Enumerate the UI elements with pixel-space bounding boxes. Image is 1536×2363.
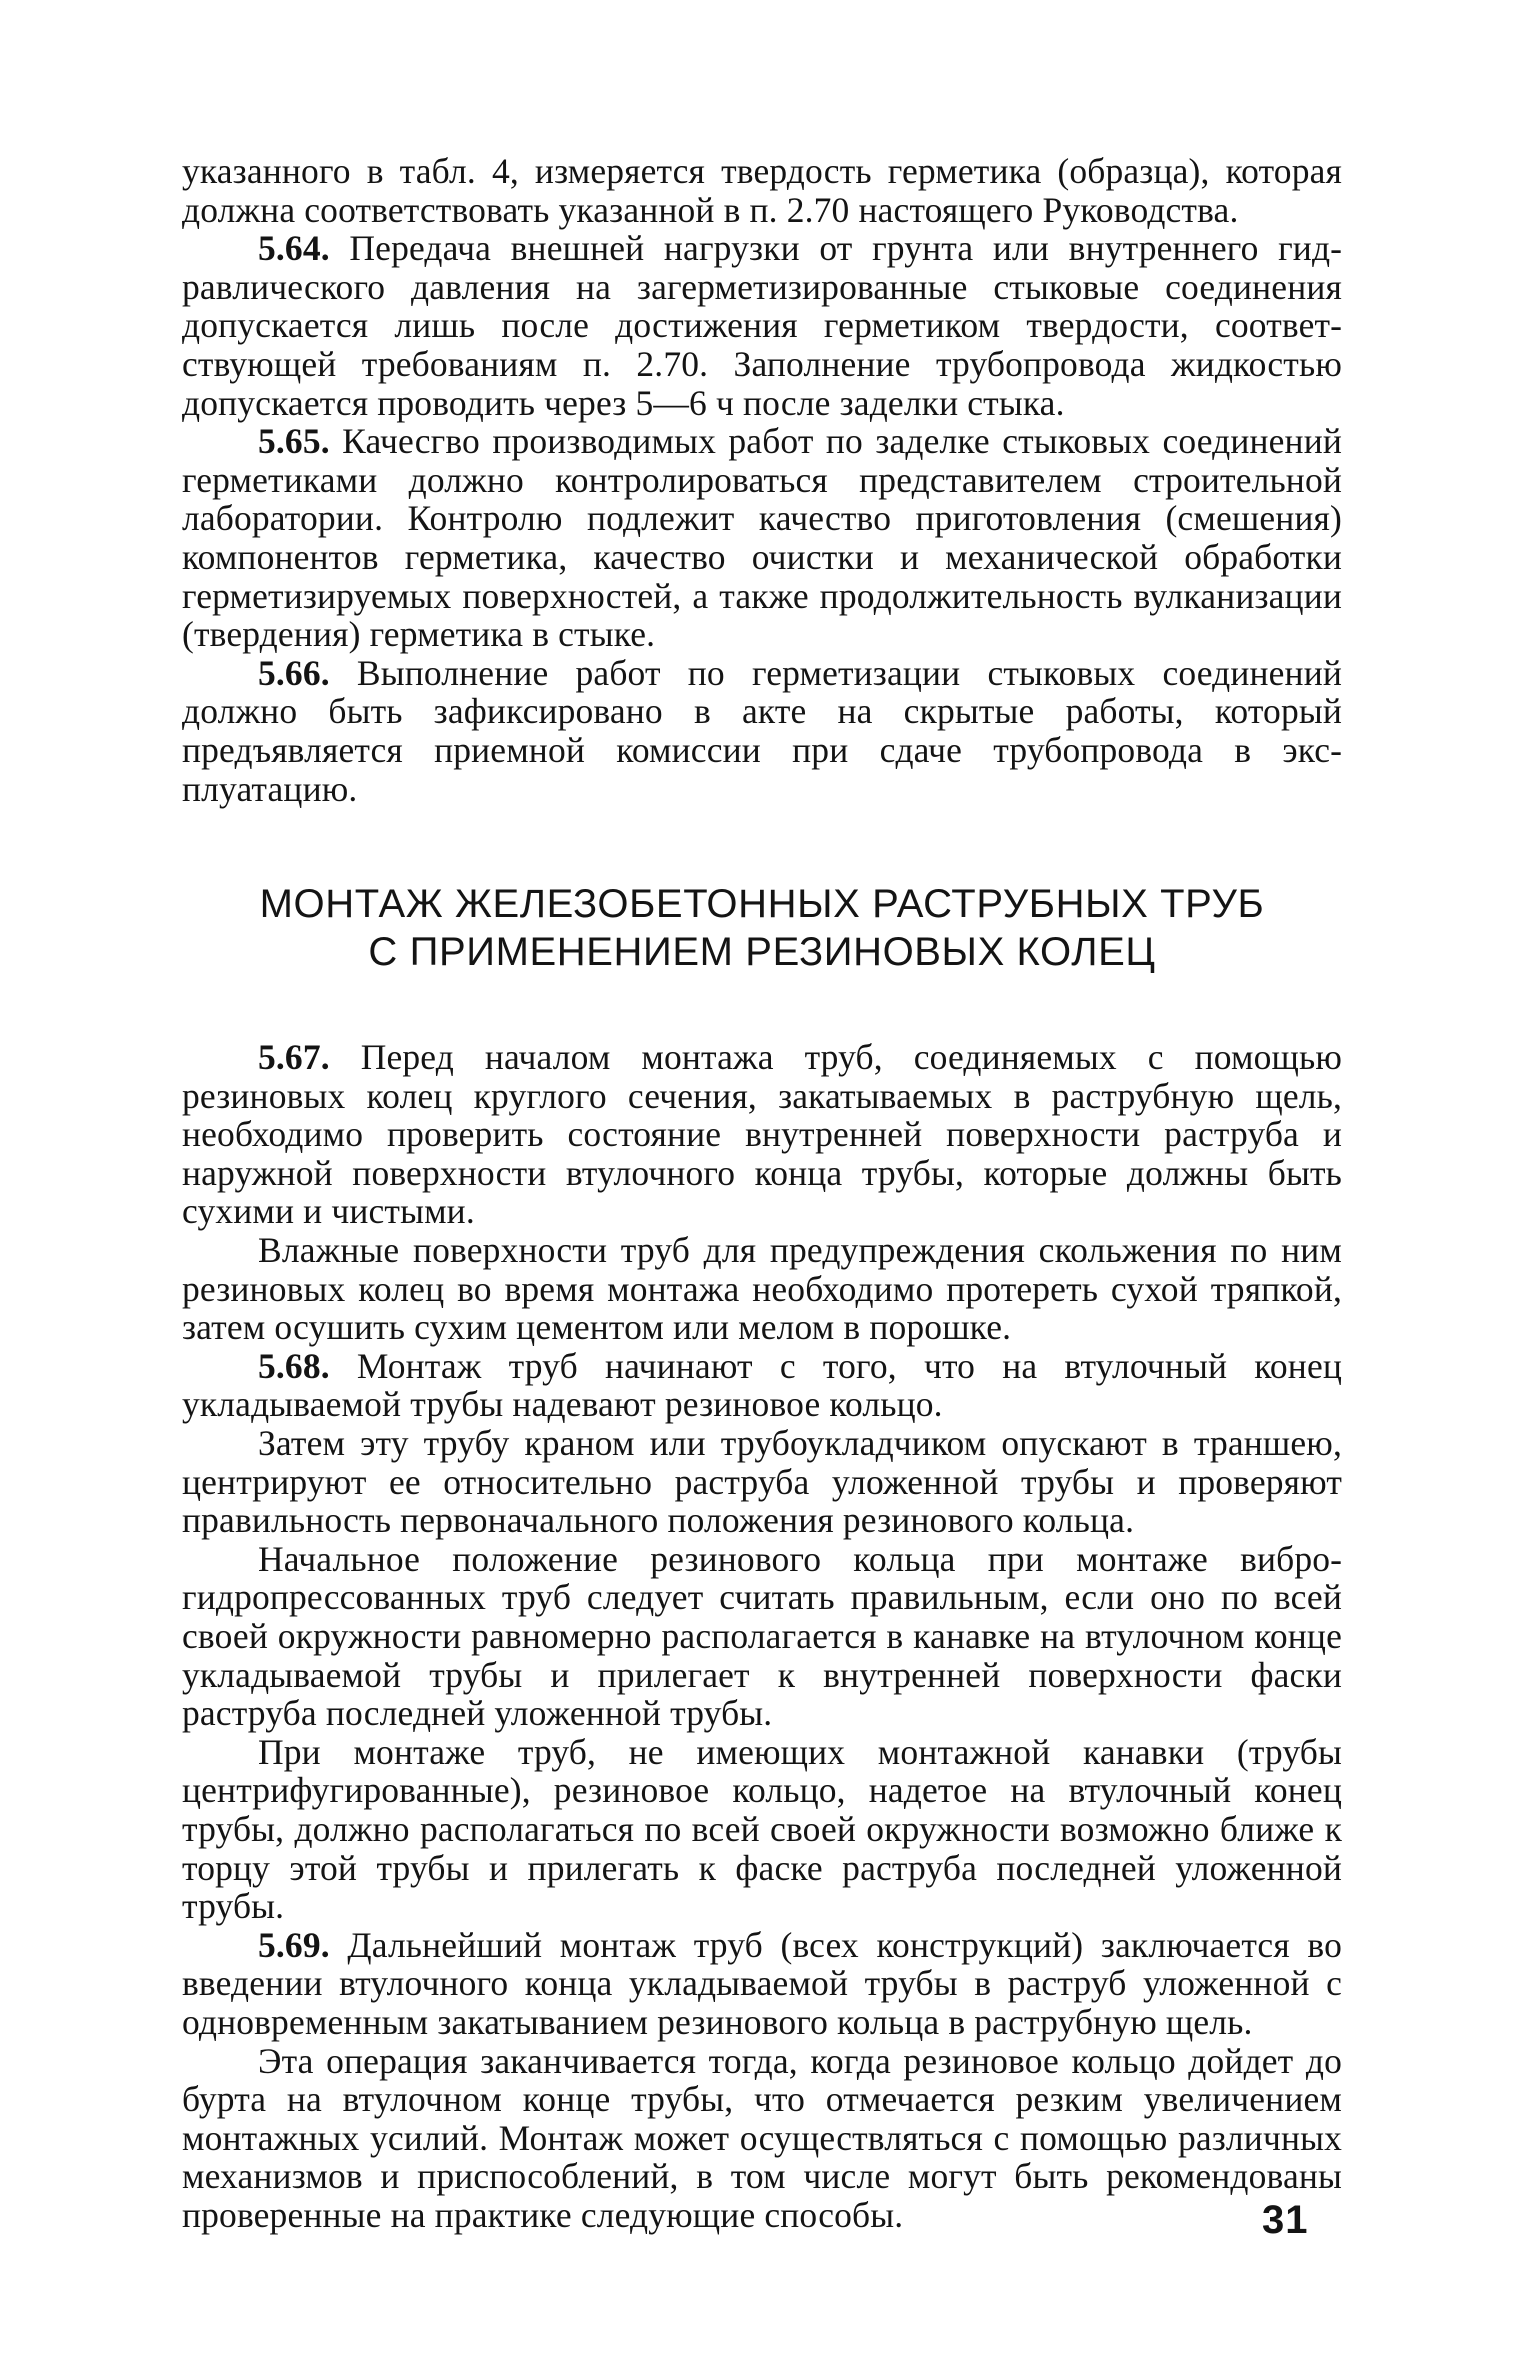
paragraph-5-65 bbox=[182, 422, 1342, 654]
paragraph-lowering bbox=[182, 1424, 1342, 1540]
paragraph-text: Затем эту трубу краном или трубоукладчиком опускают в траншею, центрируют ее относительно раструба уложенной трубы и проверяют правильность первоначального положения резинового кольца. bbox=[182, 1423, 1342, 1541]
paragraph-5-69 bbox=[182, 1926, 1342, 2042]
paragraph-text: Выполнение работ по герметизации стыковых соединений должно быть зафиксировано в акте на скрытые работы, который предъявляется приемной комиссии при сдаче трубопровода в эксплуатацию. bbox=[182, 652, 1342, 809]
clause-number: 5.67. bbox=[258, 1037, 330, 1078]
paragraph-5-64 bbox=[182, 229, 1342, 422]
section-heading-line-2: С ПРИМЕНЕНИЕМ РЕЗИНОВЫХ КОЛЕЦ bbox=[368, 930, 1156, 975]
section-heading-line-1: МОНТАЖ ЖЕЛЕЗОБЕТОННЫХ РАСТРУБНЫХ ТРУБ bbox=[259, 882, 1265, 927]
paragraph-text: Качесгво производимых работ по заделке стыковых соединений герметиками должно контролироваться представителем строительной лаборатории. Контролю подлежит качество приготовления (смешения) компонентов герметика, качество очистки и механической обработки герметизируемых поверхностей, а также продолжительность вулканизации (твердения) герметика в стыке. bbox=[182, 421, 1342, 655]
clause-number: 5.66. bbox=[258, 652, 330, 693]
paragraph-5-68 bbox=[182, 1347, 1342, 1424]
paragraph-text: Эта операция заканчивается тогда, когда резиновое кольцо дойдет до бурта на втулочном конце трубы, что отмечается резким увеличением монтажных усилий. Монтаж может осуществляться с помощью различных механизмов и приспособлений, в том числе могут быть рекомендованы проверенные на практике следующие способы. bbox=[182, 2040, 1342, 2235]
paragraph-text: Влажные поверхности труб для предупреждения скольжения по ним резиновых колец во время монтажа необходимо протереть сухой тряпкой, затем осушить сухим цементом или мелом в порошке. bbox=[182, 1230, 1342, 1348]
page-body bbox=[182, 152, 1342, 2235]
clause-number: 5.64. bbox=[258, 228, 330, 269]
paragraph-text: При монтаже труб, не имеющих монтажной канавки (трубы центрифугированные), резиновое кольцо, надетое на втулочный конец трубы, должно располагаться по всей своей окружности возможно ближе к торцу этой трубы и прилегать к фаске раструба последней уложенной трубы. bbox=[182, 1731, 1342, 1927]
clause-number: 5.65. bbox=[258, 421, 330, 462]
paragraph-text: Монтаж труб начинают с того, что на втулочный конец укладываемой трубы надевают резиновое кольцо. bbox=[182, 1345, 1342, 1425]
paragraph-wet-surfaces bbox=[182, 1231, 1342, 1347]
paragraph-no-groove bbox=[182, 1733, 1342, 1926]
paragraph-text: Начальное положение резинового кольца при монтаже виброгидропрессованных труб следует считать правильным, если оно по всей своей окружности равномерно располагается в канавке на втулочном конце укладываемой трубы и прилегает к внутренней поверхности фаски раструба последней уложенной трубы. bbox=[182, 1538, 1342, 1734]
clause-number: 5.69. bbox=[258, 1924, 330, 1965]
paragraph-5-66 bbox=[182, 654, 1342, 808]
paragraph-5-67 bbox=[182, 1038, 1342, 1231]
page-number: 31 bbox=[1262, 2198, 1309, 2242]
paragraph-initial-position bbox=[182, 1540, 1342, 1733]
paragraph-text: указанного в табл. 4, измеряется твердость герметика (образца), которая должна соответствовать указанной в п. 2.70 настоящего Руководства. bbox=[182, 151, 1342, 230]
section-heading bbox=[182, 880, 1342, 976]
paragraph-text: Дальнейший монтаж труб (всех конструкций) заключается во введении втулочного конца укладываемой трубы в раструб уложенной с одновременным закатыванием резинового кольца в раструбную щель. bbox=[182, 1924, 1342, 2042]
clause-number: 5.68. bbox=[258, 1345, 330, 1386]
paragraph-text: Перед началом монтажа труб, соединяемых с помощью резиновых колец круглого сечения, закатываемых в раструбную щель, необходимо проверить состояние внутренней поверхности раструба и наружной поверхности втулочного конца трубы, которые должны быть сухими и чистыми. bbox=[182, 1037, 1342, 1232]
paragraph-operation bbox=[182, 2042, 1342, 2235]
paragraph-text: Передача внешней нагрузки от грунта или внутреннего гидравлического давления на загерметизированные стыковые соединения допускается лишь после достижения герметиком твердости, соответствующей требованиям п. 2.70. Заполнение трубопровода жидкостью допускается проводить через 5—6 ч после заделки стыка. bbox=[182, 228, 1342, 423]
paragraph-intro bbox=[182, 152, 1342, 229]
